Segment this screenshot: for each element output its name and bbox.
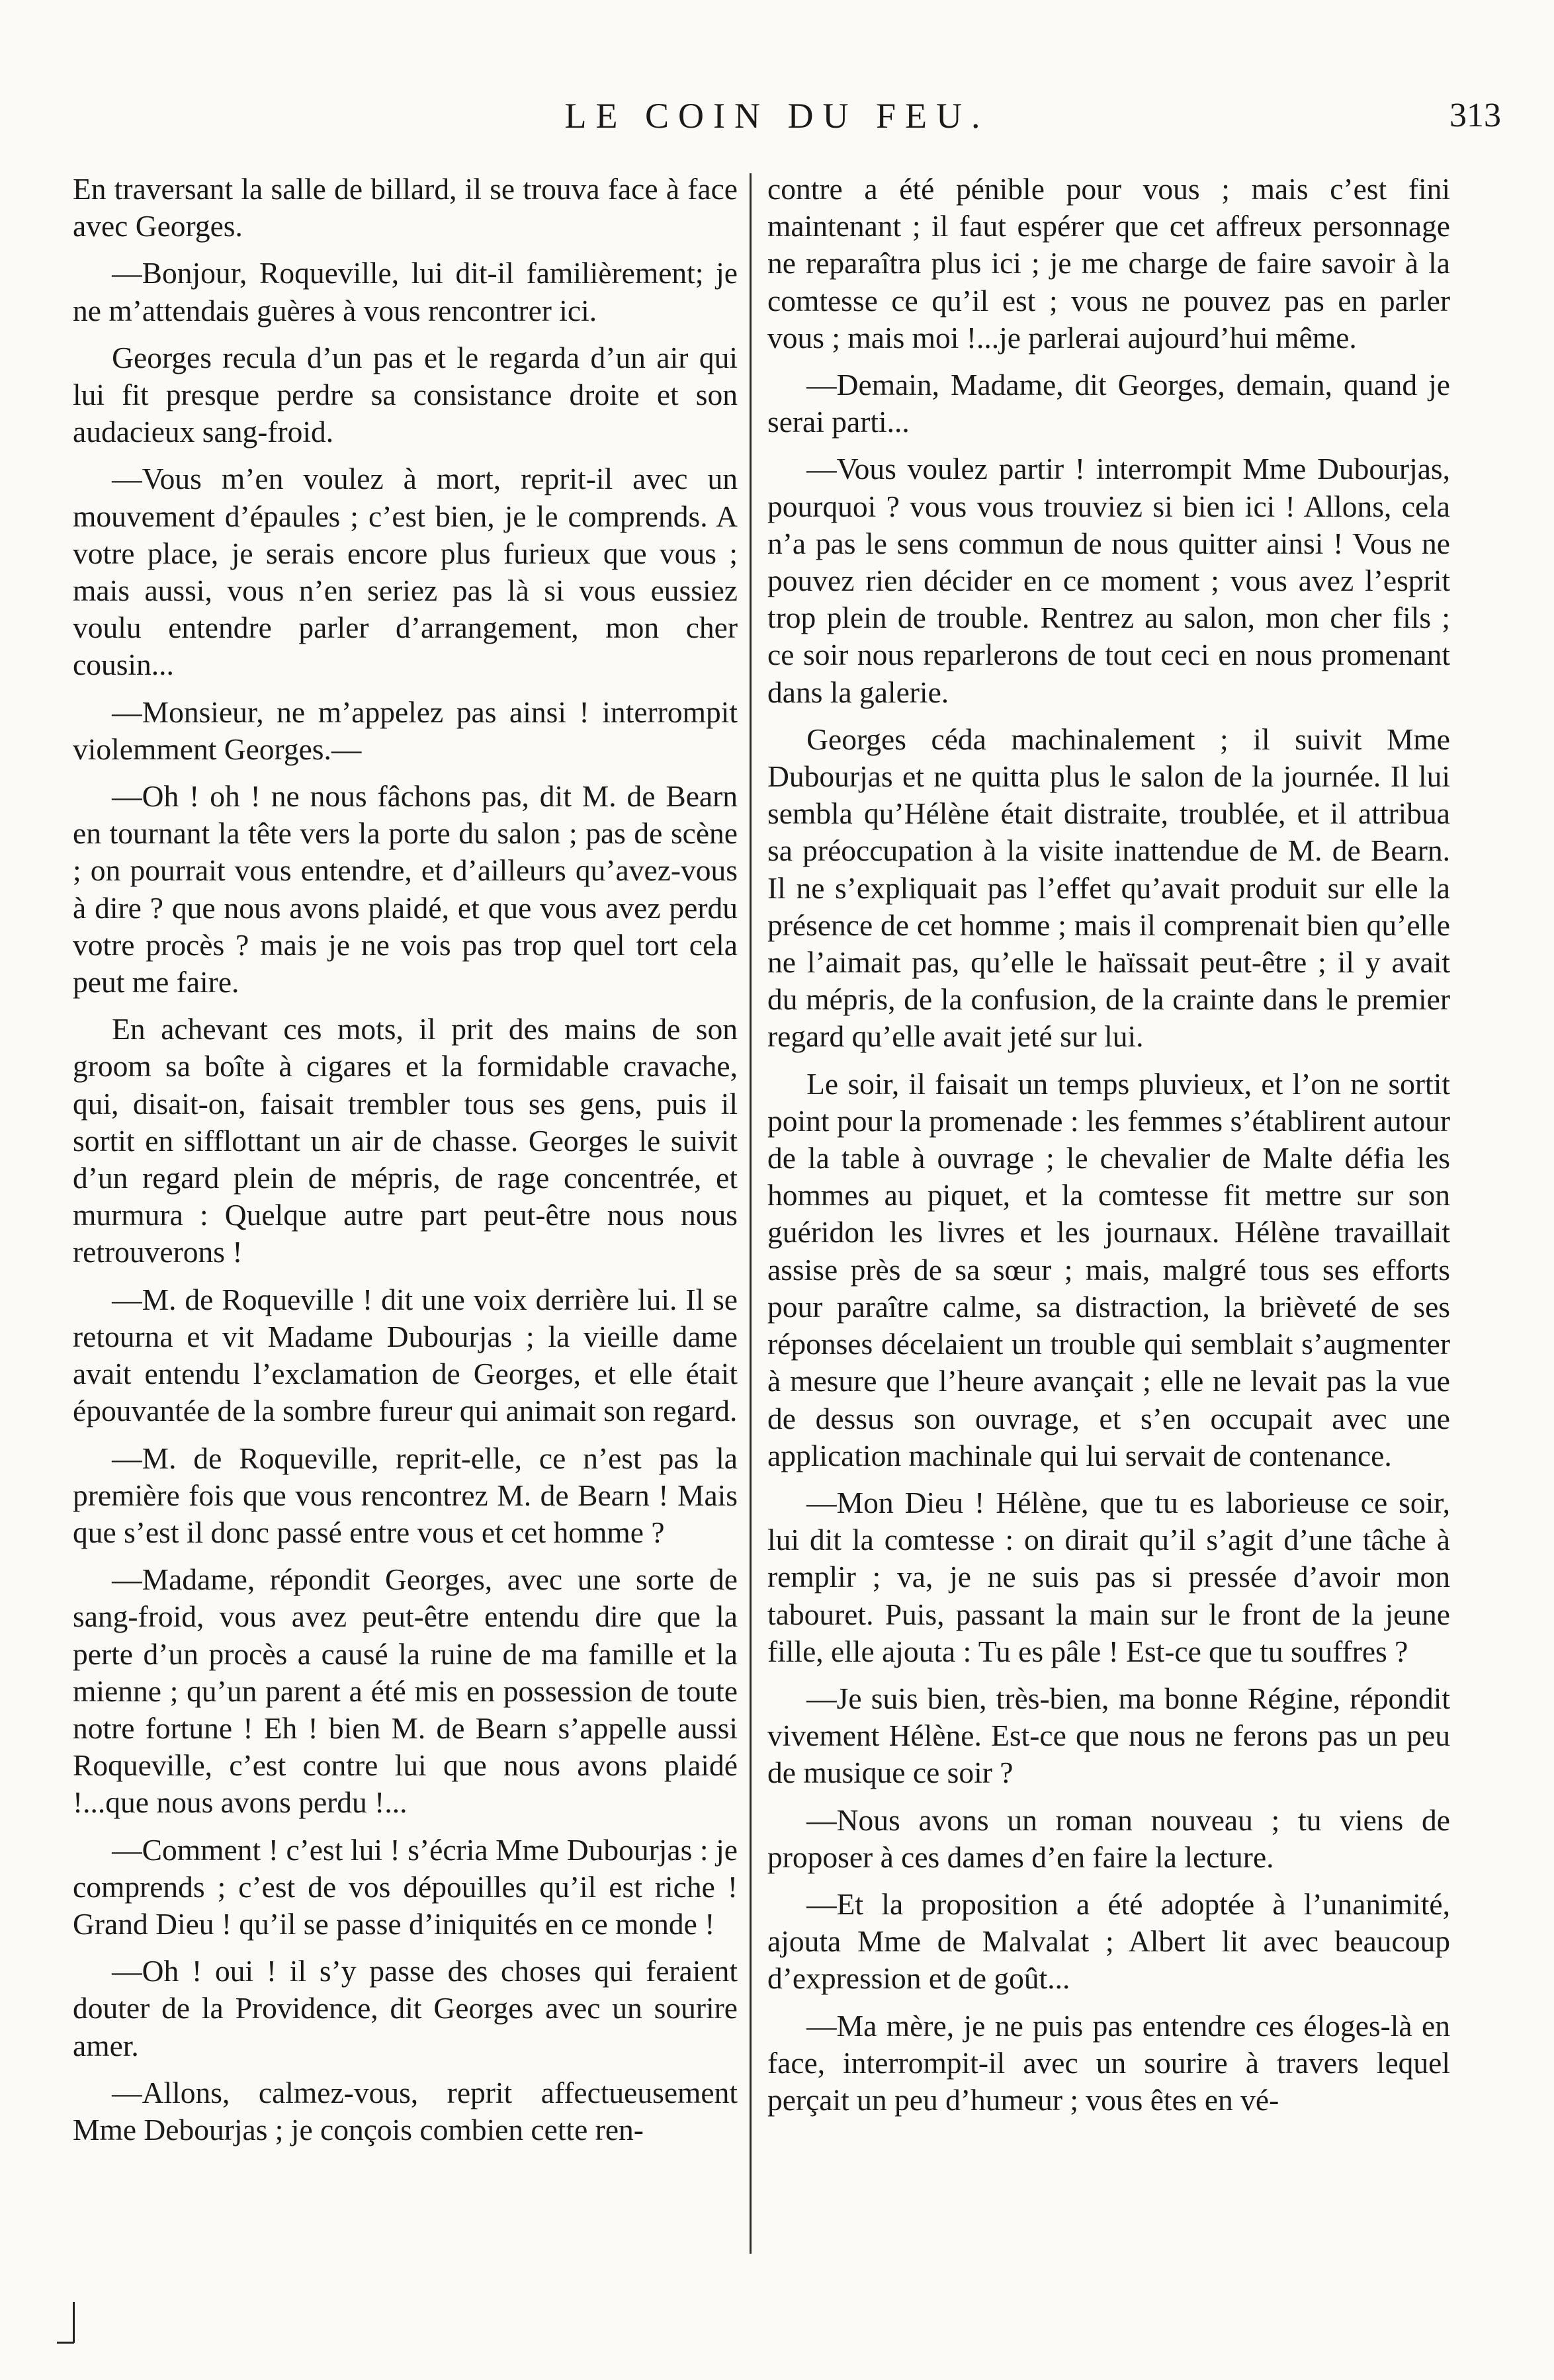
paragraph: Le soir, il faisait un temps pluvieux, et l’on ne sortit point pour la promenade : les femmes s’établirent autour de la table à ouvrage ; le chevalier de Malte défia les hommes au piquet, et la comtesse fit mettre sur son guéridon les livres et les journaux. Hélène travaillait assise près de sa sœur ; mais, malgré tous ses efforts pour paraître calme, sa distraction, la brièveté de ses réponses décelaient un trouble qui semblait s’augmenter à mesure que l’heure avançait ; elle ne levait pas la vue de dessus son ouvrage, et s’en occupait avec une application machinale qui lui servait de contenance.: [767, 1066, 1450, 1472]
right-column: [767, 171, 1450, 2129]
paragraph: —Allons, calmez-vous, reprit affectueusement Mme Debourjas ; je conçois combien cette ren-: [73, 2075, 738, 2146]
margin-mark: [57, 2342, 74, 2344]
paragraph: En achevant ces mots, il prit des mains de son groom sa boîte à cigares et la formidable cravache, qui, disait-on, faisait trembler tous ses gens, puis il sortit en sifflottant un air de chasse. Georges le suivit d’un regard plein de mépris, de rage concentrée, et murmura : Quelque autre part peut-être nous nous retrouverons !: [73, 1012, 738, 1269]
column-divider: [750, 173, 752, 2254]
paragraph: —Monsieur, ne m’appelez pas ainsi ! interrompit violemment Georges.—: [73, 695, 738, 766]
paragraph: —Ma mère, je ne puis pas entendre ces éloges-là en face, interrompit-il avec un sourire à travers lequel perçait un peu d’humeur ; vous êtes en vé-: [767, 2008, 1450, 2117]
paragraph: —Bonjour, Roqueville, lui dit-il familièrement; je ne m’attendais guères à vous rencontrer ici.: [73, 256, 738, 327]
running-title: LE COIN DU FEU.: [564, 96, 990, 136]
paragraph: —Demain, Madame, dit Georges, demain, quand je serai parti...: [767, 368, 1450, 439]
paragraph: —Mon Dieu ! Hélène, que tu es laborieuse ce soir, lui dit la comtesse : on dirait qu’il s’agit d’une tâche à remplir ; va, je ne suis pas si pressée d’avoir mon tabouret. Puis, passant la main sur le front de la jeune fille, elle ajouta : Tu es pâle ! Est-ce que tu souffres ?: [767, 1485, 1450, 1668]
margin-mark: [73, 2302, 75, 2343]
paragraph: —Je suis bien, très-bien, ma bonne Régine, répondit vivement Hélène. Est-ce que nous ne ferons pas un peu de musique ce soir ?: [767, 1681, 1450, 1790]
paragraph: —Nous avons un roman nouveau ; tu viens de proposer à ces dames d’en faire la lecture.: [767, 1803, 1450, 1874]
paragraph: contre a été pénible pour vous ; mais c’est fini maintenant ; il faut espérer que cet affreux personnage ne reparaîtra plus ici ; je me charge de faire savoir à la comtesse ce qu’il est ; vous ne pouvez pas en parler vous ; mais moi !...je parlerai aujourd’hui même.: [767, 172, 1450, 355]
paragraph: En traversant la salle de billard, il se trouva face à face avec Georges.: [73, 172, 738, 243]
left-column: [73, 171, 738, 2158]
paragraph: —Vous m’en voulez à mort, reprit-il avec un mouvement d’épaules ; c’est bien, je le comprends. A votre place, je serais encore plus furieux que vous ; mais aussi, vous n’en seriez pas là si vous eussiez voulu entendre parler d’arrangement, mon cher cousin...: [73, 462, 738, 682]
paragraph: Georges céda machinalement ; il suivit Mme Dubourjas et ne quitta plus le salon de la journée. Il lui sembla qu’Hélène était distraite, troublée, et il attribua sa préoccupation à la visite inattendue de M. de Bearn. Il ne s’expliquait pas l’effet qu’avait produit sur elle la présence de cet homme ; mais il comprenait bien qu’elle ne l’aimait pas, qu’elle le haïssait peut-être ; il y avait du mépris, de la confusion, de la crainte dans le premier regard qu’elle avait jeté sur lui.: [767, 722, 1450, 1054]
page-number: 313: [1449, 97, 1501, 134]
paragraph: Georges recula d’un pas et le regarda d’un air qui lui fit presque perdre sa consistance droite et son audacieux sang-froid.: [73, 340, 738, 449]
page-header: [0, 86, 1554, 146]
paragraph: —Et la proposition a été adoptée à l’unanimité, ajouta Mme de Malvalat ; Albert lit avec beaucoup d’expression et de goût...: [767, 1887, 1450, 1996]
paragraph: —Vous voulez partir ! interrompit Mme Dubourjas, pourquoi ? vous vous trouviez si bien ici ! Allons, cela n’a pas le sens commun de nous quitter ainsi ! Vous ne pouvez rien décider en ce moment ; vous avez l’esprit trop plein de trouble. Rentrez au salon, mon cher fils ; ce soir nous reparlerons de tout ceci en nous promenant dans la galerie.: [767, 452, 1450, 709]
paragraph: —M. de Roqueville, reprit-elle, ce n’est pas la première fois que vous rencontrez M. de Bearn ! Mais que s’est il donc passé entre vous et cet homme ?: [73, 1441, 738, 1549]
paragraph: —Comment ! c’est lui ! s’écria Mme Dubourjas : je comprends ; c’est de vos dépouilles qu’il est riche ! Grand Dieu ! qu’il se passe d’iniquités en ce monde !: [73, 1832, 738, 1941]
paragraph: —M. de Roqueville ! dit une voix derrière lui. Il se retourna et vit Madame Dubourjas ; la vieille dame avait entendu l’exclamation de Georges, et elle était épouvantée de la sombre fureur qui animait son regard.: [73, 1282, 738, 1428]
paragraph: —Oh ! oui ! il s’y passe des choses qui feraient douter de la Providence, dit Georges avec un sourire amer.: [73, 1954, 738, 2062]
paragraph: —Madame, répondit Georges, avec une sorte de sang-froid, vous avez peut-être entendu dire que la perte d’un procès a causé la ruine de ma famille et la mienne ; qu’un parent a été mis en possession de toute notre fortune ! Eh ! bien M. de Bearn s’appelle aussi Roqueville, c’est contre lui que nous avons plaidé !...que nous avons perdu !...: [73, 1562, 738, 1820]
paragraph: —Oh ! oh ! ne nous fâchons pas, dit M. de Bearn en tournant la tête vers la porte du salon ; pas de scène ; on pourrait vous entendre, et d’ailleurs qu’avez-vous à dire ? que nous avons plaidé, et que vous avez perdu votre procès ? mais je ne vois pas trop quel tort cela peut me faire.: [73, 779, 738, 999]
